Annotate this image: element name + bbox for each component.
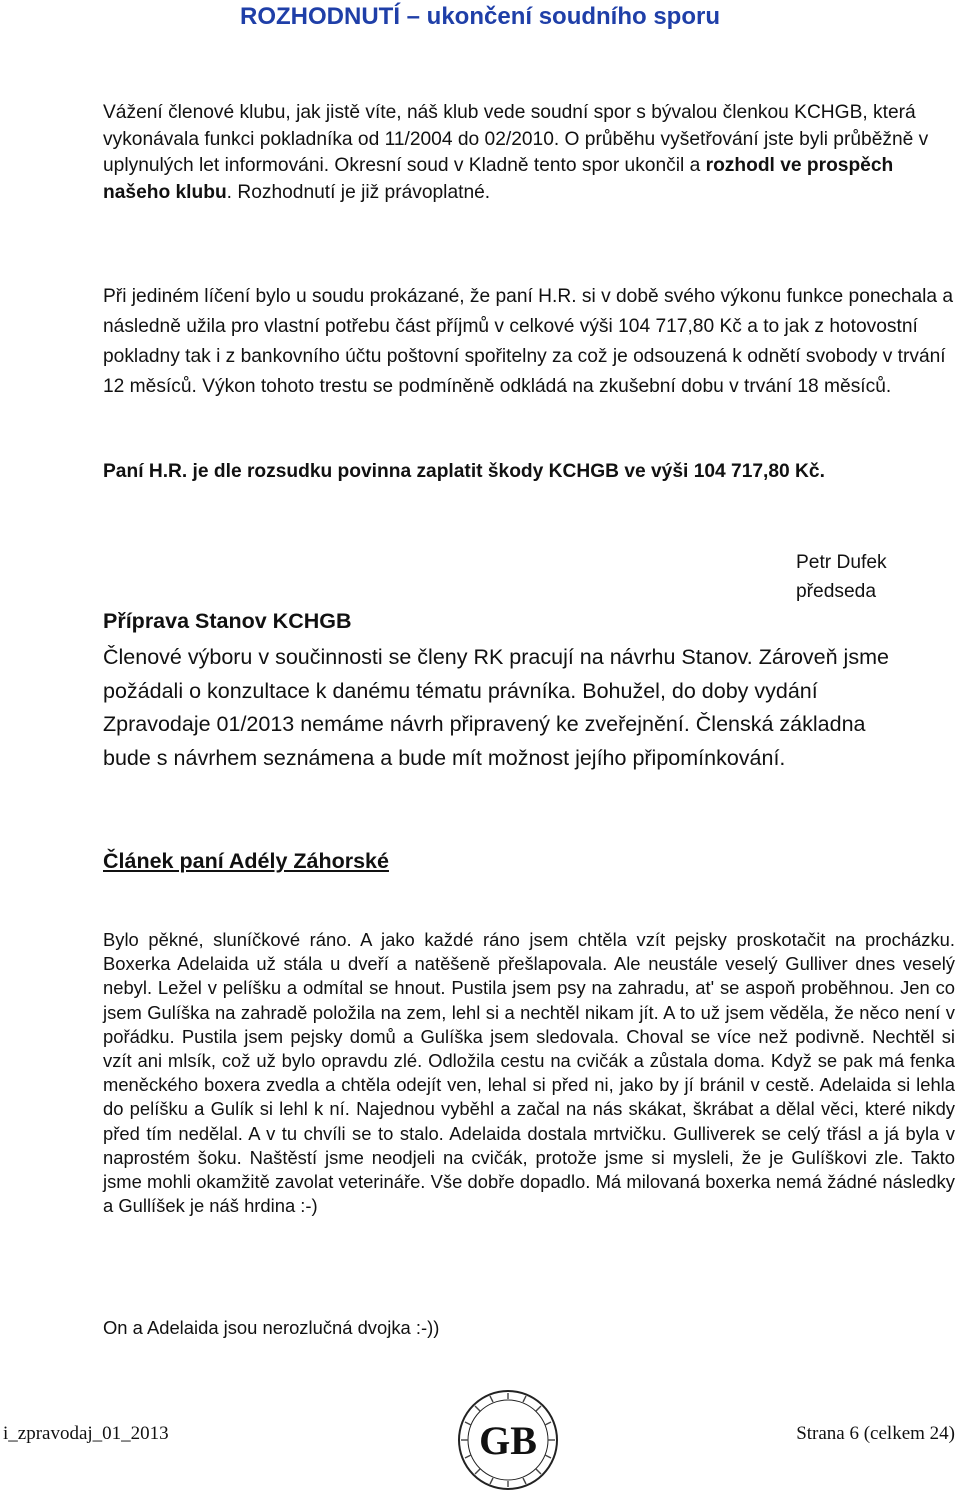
intro-text-bold: rozhodl ve prospěch našeho klubu (103, 155, 894, 203)
page-title: ROZHODNUTÍ – ukončení soudního sporu (240, 3, 720, 30)
footer-page-number: Strana 6 (celkem 24) (796, 1423, 955, 1444)
section-text-clanek: Bylo pěkné, sluníčkové ráno. A jako každé ráno jsem chtěla vzít pejsky proskotačit na procházku. Boxerka Adelaida už stála u dveří a natěšeně přešlapovala. Ale neustále veselý Gulliver dnes veselý nebyl. Ležel v pelíšku a odmítal se hnout. Pustila jsem psy na zahradu, at' se aspoň proběhnou. Jen co jsem Gulíška na zahradě položila na zem, lehl si a nechtěl nikam jít. A to už jsem věděla, že něco není v pořádku. Pustila jsem pejsky domů a Gulíška jsem sledovala. Choval se více než podivně. Nechtěl si vzít ani mlsík, což už bylo opravdu zlé. Odložila cestu na cvičák a zůstala doma. Když se pak má fenka meněckého boxera zvedla a chtěla odejít ven, lehal si před ni, jako by jí bránil v cestě. Adelaida si lehla do pelíšku a Gulík si lehl k ní. Najednou vyběhl a začal na nás skákat, škrábat a dělal věci, které nikdy před tím nedělal. A v tu chvíli se to stalo. Adelaida dostala mrtvičku. Gulliverek se celý třásl a já byla v naprostém šoku. Naštěstí jsme neodjeli na cvičák, protože jsme si mysleli, že je Gulíškovi zle. Takto jsme mohli okamžitě zavolat veterináře. Vše dobře dopadlo. Má milovaná boxerka nemá žádné následky a Gullíšek je náš hrdina :-) (103, 929, 955, 1217)
letter-paragraph-intro (103, 100, 955, 206)
signature-name: Petr Dufek (796, 552, 887, 573)
section-text-stanovy: Členové výboru v součinnosti se členy RK pracují na návrhu Stanov. Zároveň jsme požádali o konzultace k danému tématu právníka. Bohužel, do doby vydání Zpravodaje 01/2013 nemáme návrh připravený ke zveřejnění. Členská základna bude s návrhem seznámena a bude mít možnost jejího připomínkování. (103, 645, 889, 770)
signature-role: předseda (796, 581, 877, 602)
footer-issue-label: i_zpravodaj_01_2013 (3, 1423, 169, 1444)
letter-paragraph-verdict: Při jediném líčení bylo u soudu prokázané, že paní H.R. si v době svého výkonu funkce ponechala a následně užila pro vlastní potřebu část příjmů v celkové výši 104 717,80 Kč a to jak z hotovostní pokladny tak i z bankovního účtu poštovní spořitelny za což je odsouzená k odnětí svobody v trvání 12 měsíců. Výkon tohoto trestu se podmíněně odkládá na zkušební dobu v trvání 18 měsíců. (103, 286, 954, 397)
letter-paragraph-damages: Paní H.R. je dle rozsudku povinna zaplatit škody KCHGB ve výši 104 717,80 Kč. (103, 461, 825, 482)
intro-text-a: Vážení členové klubu, jak jistě víte, náš klub vede soudní spor s bývalou členkou KCHGB, která vykonávala funkci pokladníka od 11/2004 do 02/2010. O průběhu vyšetřování jste byli průběžně v uplynulých let informováni. Okresní soud v Kladně tento spor ukončil a (103, 102, 929, 176)
club-logo-icon (456, 1388, 560, 1492)
section-heading-clanek: Článek paní Adély Záhorské (103, 849, 389, 873)
logo-monogram: GB (479, 1418, 537, 1463)
intro-text-c: . Rozhodnutí je již právoplatné. (226, 181, 491, 203)
section-heading-stanovy: Příprava Stanov KCHGB (103, 609, 352, 633)
signature-block (796, 548, 887, 606)
section-closing-line: On a Adelaida jsou nerozlučná dvojka :-)) (103, 1317, 440, 1338)
